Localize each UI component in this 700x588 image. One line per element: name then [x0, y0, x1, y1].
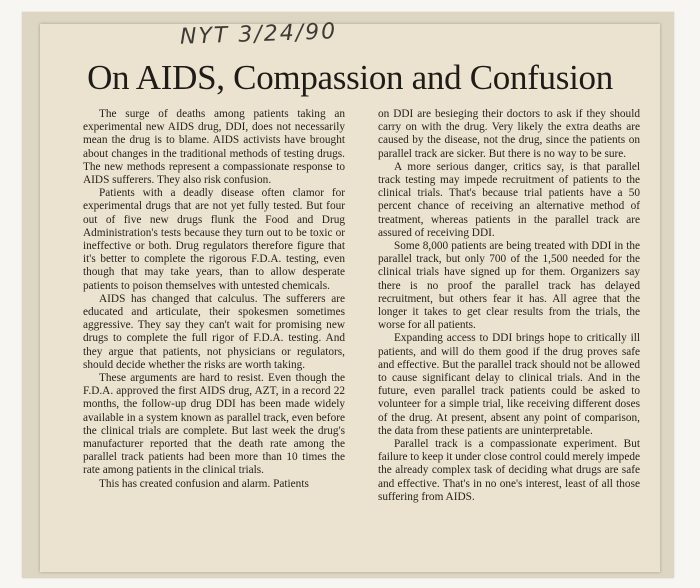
paragraph: Parallel track is a compassionate experiment. But failure to keep it under close control could merely impede the already complex task of deciding what drugs are safe and effective. That's in no one's interest, least of all those suffering from AIDS.	[378, 438, 640, 503]
paragraph: AIDS has changed that calculus. The sufferers are educated and articulate, their spokesmen sometimes aggressive. They say they can't wait for promising new drugs to complete the full rigor of F.D.A. testing. And they argue that patients, not physicians or regulators, should decide whether the risks are worth taking.	[83, 292, 345, 371]
paragraph: This has created confusion and alarm. Patients	[99, 477, 309, 490]
paragraph: These arguments are hard to resist. Even though the F.D.A. approved the first AIDS drug, AZT, in a record 22 months, the follow-up drug DDI has been made widely available in a system known as parallel track, even before the clinical trials are complete. But last week the drug's manufacturer reported that the death rate among the parallel track patients had been more than 10 times the rate among patients in the clinical trials.	[83, 372, 345, 477]
paragraph: Patients with a deadly disease often clamor for experimental drugs that are not yet fully tested. But four out of five new drugs flunk the Food and Drug Administration's tests because they turn out to be toxic or ineffective or both. Drug regulators therefore figure that it's better to complete the rigorous F.D.A. testing, even though that may take years, than to allow desperate patients to poison themselves with untested chemicals.	[83, 187, 345, 292]
article-column-right	[378, 108, 640, 504]
paragraph: on DDI are besieging their doctors to ask if they should carry on with the drug. Very likely the extra deaths are caused by the disease, not the drug, since the patients on parallel track are sicker. But there is no way to be sure.	[378, 108, 640, 160]
paragraph: The surge of deaths among patients taking an experimental new AIDS drug, DDI, does not necessarily mean the drug is to blame. AIDS activists have brought about changes in the traditional methods of testing drugs. The new methods represent a compassionate response to AIDS sufferers. They also risk confusion.	[83, 108, 345, 187]
paragraph: A more serious danger, critics say, is that parallel track testing may impede recruitment of patients to the clinical trials. That's because trial patients have a 50 percent chance of receiving an alternative method of treatment, whereas patients in the parallel track are assured of receiving DDI.	[378, 160, 640, 239]
paragraph: Expanding access to DDI brings hope to critically ill patients, and will do them good if the drug proves safe and effective. But the parallel track should not be allowed to cause significant delay to clinical trials. And in the future, even parallel track patients could be asked to volunteer for a simple trial, like receiving different doses of the drug. At present, absent any point of comparison, the data from these patients are uninterpretable.	[378, 332, 640, 437]
article-column-left	[83, 108, 345, 491]
handwritten-date-annotation: NYT 3/24/90	[179, 19, 338, 50]
paragraph: Some 8,000 patients are being treated with DDI in the parallel track, but only 700 of the 1,500 needed for the clinical trials have signed up for them. Organizers say there is no proof the parallel track has delayed recruitment, but others fear it has. All agree that the longer it takes to get clear results from the trials, the worse for all patients.	[378, 240, 640, 332]
article-headline: On AIDS, Compassion and Confusion	[87, 58, 613, 97]
